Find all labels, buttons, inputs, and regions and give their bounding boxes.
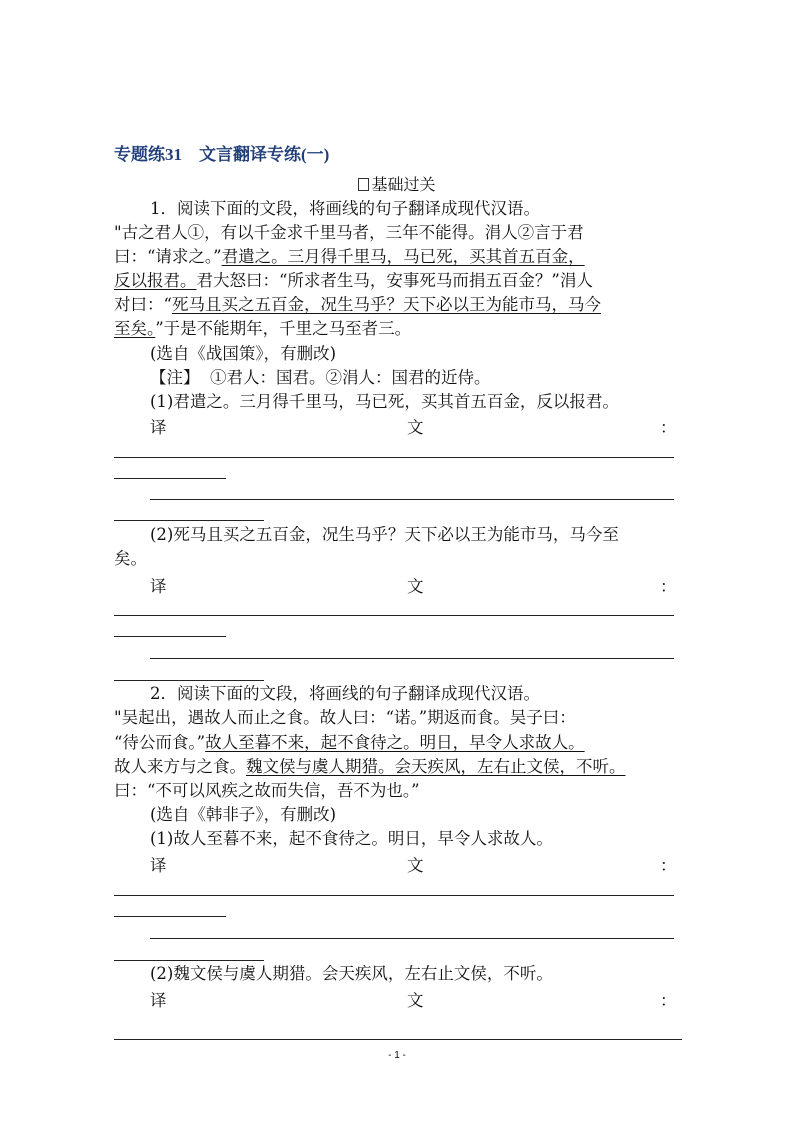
label-char: 文 — [407, 991, 424, 1010]
q2-source: (选自《韩非子》，有删改) — [150, 805, 337, 824]
footer-divider — [114, 1039, 682, 1040]
underlined-sentence: 魏文侯与虞人期猎。会天疾风，左右止文侯，不听。 — [246, 757, 626, 776]
q1-passage-line — [114, 317, 682, 341]
answer-line[interactable] — [114, 478, 226, 479]
label-char: 译 — [150, 856, 167, 875]
q1-subquestion-1: (1)君遣之。三月得千里马，马已死，买其首五百金，反以报君。 — [150, 392, 619, 411]
underlined-sentence: 死马且买之五百金，况生马乎？天下必以王为能市马，马今 — [171, 295, 601, 314]
answer-line[interactable] — [150, 499, 674, 500]
passage-text: 君大怒曰：“所求者生马，安事死马而捐五百金？”涓人 — [196, 271, 593, 290]
answer-line[interactable] — [114, 636, 226, 637]
q1-passage-line — [114, 293, 682, 317]
q1-source: (选自《战国策》，有删改) — [150, 344, 337, 363]
label-char: ： — [660, 577, 677, 596]
q2-subquestion-1: (1)故人至暮不来，起不食待之。明日，早令人求故人。 — [150, 829, 553, 848]
q1-subquestion-2-cont: 矣。 — [114, 549, 147, 568]
answer-line[interactable] — [114, 680, 264, 681]
q2-instruction: 2．阅读下面的文段，将画线的句子翻译成现代汉语。 — [150, 684, 540, 703]
checkbox-icon — [358, 178, 369, 191]
section-heading — [0, 172, 794, 195]
q2-passage-line — [114, 731, 682, 755]
answer-line[interactable] — [114, 895, 674, 896]
q1-passage-line: "古之君人①，有以千金求千里马者，三年不能得。涓人②言于君 — [114, 223, 584, 242]
underlined-sentence: 君遣之。三月得千里马，马已死，买其首五百金， — [221, 247, 585, 266]
underlined-sentence: 至矣。 — [114, 319, 156, 338]
note-text: ①君人：国君。②涓人：国君的近侍。 — [210, 368, 491, 387]
note-label: 【注】 — [150, 368, 200, 387]
passage-text: “待公而食。” — [114, 733, 206, 752]
q2-passage-line: "吴起出，遇故人而止之食。故人曰：“诺。”期返而食。吴子曰： — [114, 708, 576, 727]
q1-instruction: 1．阅读下面的文段，将画线的句子翻译成现代汉语。 — [150, 199, 540, 218]
underlined-sentence: 反以报君。 — [114, 271, 197, 290]
answer-line[interactable] — [150, 938, 674, 939]
q1-passage-line — [114, 269, 682, 293]
q2-subquestion-2: (2)魏文侯与虞人期猎。会天疾风，左右止文侯，不听。 — [150, 964, 553, 983]
q1-note — [150, 366, 718, 390]
page-number: - 1 - — [388, 1050, 406, 1061]
passage-text: 曰：“请求之。” — [114, 247, 222, 266]
label-char: 译 — [150, 577, 167, 596]
label-char: 文 — [407, 418, 424, 437]
label-char: ： — [660, 856, 677, 875]
label-char: 文 — [407, 856, 424, 875]
q1-subquestion-2: (2)死马且买之五百金，况生马乎？天下必以王为能市马，马今至 — [150, 525, 619, 544]
label-char: 译 — [150, 991, 167, 1010]
passage-text: 故人来方与之食。 — [114, 757, 246, 776]
underlined-sentence: 故人至暮不来，起不食待之。明日，早令人求故人。 — [205, 733, 585, 752]
passage-text: 对曰：“ — [114, 295, 172, 314]
answer-line[interactable] — [114, 520, 264, 521]
q1-passage-line — [114, 245, 682, 269]
answer-line[interactable] — [150, 658, 674, 659]
label-char: ： — [660, 418, 677, 437]
passage-text: ”于是不能期年，千里之马至者三。 — [155, 319, 412, 338]
label-char: 译 — [150, 418, 167, 437]
label-char: ： — [660, 991, 677, 1010]
q2-passage-line — [114, 755, 682, 779]
q2-passage-line: 曰：“不可以风疾之故而失信，吾不为也。” — [114, 781, 420, 800]
answer-line[interactable] — [114, 916, 226, 917]
answer-line[interactable] — [114, 457, 674, 458]
section-heading-text: 基础过关 — [371, 175, 436, 194]
page-title: 专题练31 文言翻译专练(一) — [114, 145, 330, 164]
answer-line[interactable] — [114, 960, 264, 961]
label-char: 文 — [407, 577, 424, 596]
answer-line[interactable] — [114, 615, 674, 616]
